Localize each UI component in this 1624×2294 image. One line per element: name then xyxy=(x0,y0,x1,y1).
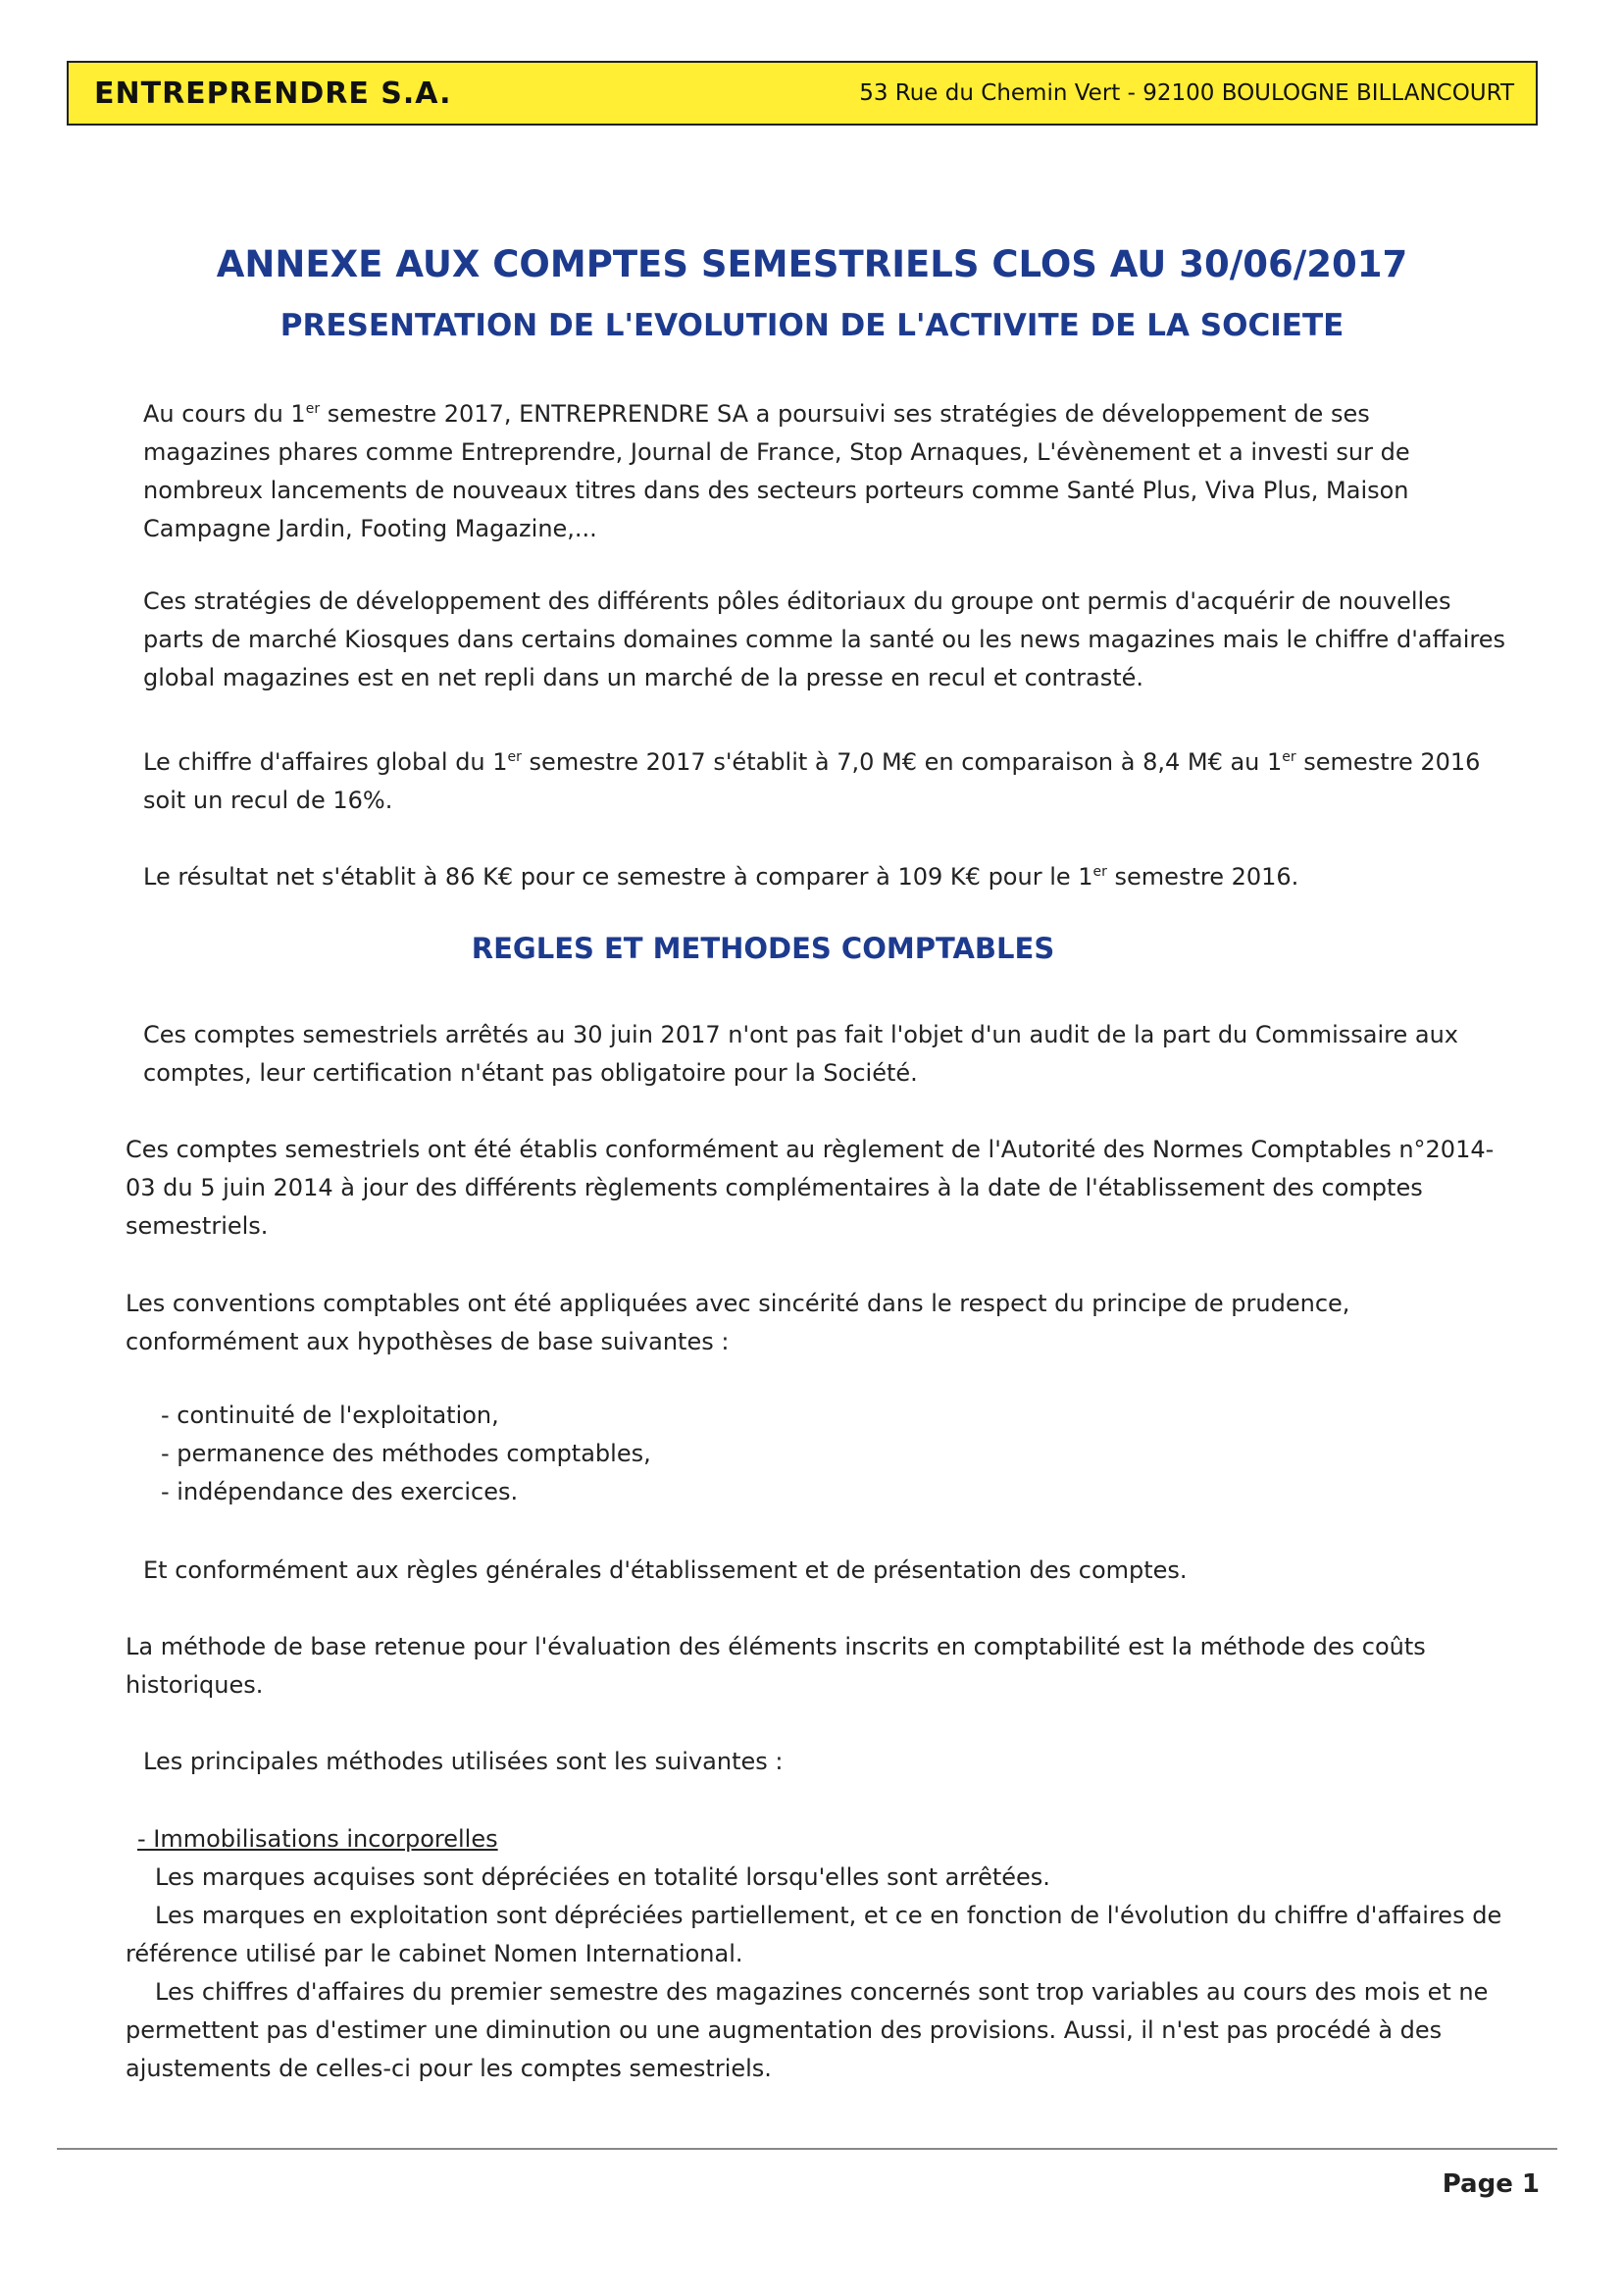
page-header xyxy=(67,61,1538,126)
page-title: ANNEXE AUX COMPTES SEMESTRIELS CLOS AU 30/06/2017 xyxy=(216,243,1408,285)
footer-divider xyxy=(57,2148,1557,2150)
subsection-heading: - Immobilisations incorporelles xyxy=(137,1825,498,1853)
activity-paragraph-4: Le résultat net s'établit à 86 K€ pour ce semestre à comparer à 109 K€ pour le 1er semestre 2016. xyxy=(143,863,1299,891)
rules-paragraph-3: Les conventions comptables ont été appliquées avec sincérité dans le respect du principe de prudence, conformément aux hypothèses de base suivantes : xyxy=(126,1290,1350,1355)
list-item: - continuité de l'exploitation, xyxy=(161,1402,499,1429)
page-subtitle: PRESENTATION DE L'EVOLUTION DE L'ACTIVITE DE LA SOCIETE xyxy=(279,308,1345,343)
company-name: ENTREPRENDRE S.A. xyxy=(94,76,452,111)
list-item: - permanence des méthodes comptables, xyxy=(161,1440,651,1467)
intangible-paragraph-2: Les marques en exploitation sont dépréciées partiellement, et ce en fonction de l'évolution du chiffre d'affaires de référence utilisé par le cabinet Nomen International. xyxy=(126,1902,1502,1967)
section-heading-rules: REGLES ET METHODES COMPTABLES xyxy=(471,932,1055,965)
rules-paragraph-1: Ces comptes semestriels arrêtés au 30 juin 2017 n'ont pas fait l'objet d'un audit de la part du Commissaire aux comptes, leur certification n'étant pas obligatoire pour la Société. xyxy=(143,1021,1458,1087)
activity-paragraph-2: Ces stratégies de développement des différents pôles éditoriaux du groupe ont permis d'acquérir de nouvelles parts de marché Kiosques dans certains domaines comme la santé ou les news magazines mais le chiffre d'affaires global magazines est en net repli dans un marché de la presse en recul et contrasté. xyxy=(143,587,1506,691)
intangible-paragraph-3: Les chiffres d'affaires du premier semestre des magazines concernés sont trop variables au cours des mois et ne permettent pas d'estimer une diminution ou une augmentation des provisions. Aussi, il n'est pas procédé à des ajustements de celles-ci pour les comptes semestriels. xyxy=(126,1978,1489,2082)
page-number: Page 1 xyxy=(1442,2169,1540,2199)
intangible-paragraph-1: Les marques acquises sont dépréciées en totalité lorsqu'elles sont arrêtées. xyxy=(155,1863,1050,1891)
rules-paragraph-4: Et conformément aux règles générales d'établissement et de présentation des comptes. xyxy=(143,1556,1188,1584)
activity-paragraph-3: Le chiffre d'affaires global du 1er semestre 2017 s'établit à 7,0 M€ en comparaison à 8,4 M€ au 1er semestre 2016 soit un recul de 16%. xyxy=(143,748,1481,814)
rules-paragraph-2: Ces comptes semestriels ont été établis conformément au règlement de l'Autorité des Normes Comptables n°2014-03 du 5 juin 2014 à jour des différents règlements complémentaires à la date de l'établissement des comptes semestriels. xyxy=(126,1136,1495,1240)
list-item: - indépendance des exercices. xyxy=(161,1478,519,1505)
company-address: 53 Rue du Chemin Vert - 92100 BOULOGNE BILLANCOURT xyxy=(859,80,1514,106)
activity-paragraph-1: Au cours du 1er semestre 2017, ENTREPRENDRE SA a poursuivi ses stratégies de développement de ses magazines phares comme Entreprendre, Journal de France, Stop Arnaques, L'évènement et a investi sur de nombreux lancements de nouveaux titres dans des secteurs porteurs comme Santé Plus, Viva Plus, Maison Campagne Jardin, Footing Magazine,... xyxy=(143,400,1410,542)
rules-paragraph-6: Les principales méthodes utilisées sont les suivantes : xyxy=(143,1748,784,1775)
rules-paragraph-5: La méthode de base retenue pour l'évaluation des éléments inscrits en comptabilité est la méthode des coûts historiques. xyxy=(126,1633,1426,1699)
